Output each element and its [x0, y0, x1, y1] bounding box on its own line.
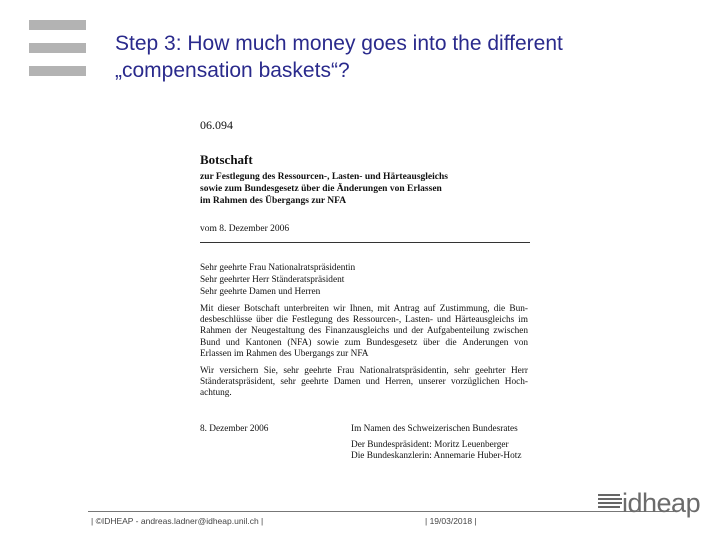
paragraph-line: Ständeratspräsident, sehr geehrte Damen und Herren, unserer vorzüglichen Hoch-	[200, 377, 528, 388]
slide-title-line-1: Step 3: How much money goes into the different	[115, 32, 563, 55]
paragraph-line: Wir versichern Sie, sehr geehrte Frau Nationalratspräsidentin, sehr geehrter Herr	[200, 366, 528, 376]
document-number: 06.094	[200, 118, 233, 132]
paragraph-line: Rahmen der Neugestaltung des Finanzausgleichs und der Aufgabenteilung zwischen	[200, 326, 528, 337]
subject-line: im Rahmen des Übergangs zur NFA	[200, 196, 347, 206]
idheap-logo	[598, 488, 701, 522]
paragraph-line: Mit dieser Botschaft unterbreiten wir Ihnen, mit Antrag auf Zustimmung, die Bun-	[200, 304, 528, 314]
signature-date: 8. Dezember 2006	[200, 424, 269, 434]
footer-copyright: | ©IDHEAP - andreas.ladner@idheap.unil.ch |	[91, 516, 264, 526]
footer-date: | 19/03/2018 |	[425, 516, 477, 526]
subject-line: sowie zum Bundesgesetz über die Änderungen von Erlassen	[200, 184, 442, 194]
paragraph-1	[200, 304, 528, 360]
signature-line: Im Namen des Schweizerischen Bundesrates	[351, 424, 518, 434]
document-date: vom 8. Dezember 2006	[200, 224, 290, 234]
paragraph-line: Bund und Kantonen (NFA) sowie zum Bundesgesetz über die Änderungen von	[200, 337, 528, 348]
paragraph-line: desbeschlüsse über die Festlegung des Ressourcen-, Lasten- und Härteausgleichs im	[200, 315, 528, 326]
paragraph-2	[200, 366, 528, 400]
document-subject	[200, 171, 448, 207]
paragraph-line: achtung.	[200, 388, 232, 399]
menu-bars-icon	[29, 20, 86, 76]
signature-line: Der Bundespräsident: Moritz Leuenberger	[351, 439, 509, 450]
signature-block	[351, 424, 521, 463]
slide-title	[115, 30, 705, 84]
logo-lines-icon	[598, 494, 624, 512]
paragraph-line: Erlassen im Rahmen des Übergangs zur NFA	[200, 348, 369, 359]
document-heading: Botschaft	[200, 152, 253, 167]
slide-title-line-2: „compensation baskets“?	[115, 59, 350, 82]
signature-line: Die Bundeskanzlerin: Annemarie Huber-Hotz	[351, 451, 522, 461]
salutation-line: Sehr geehrte Damen und Herren	[200, 287, 321, 297]
logo-text: idheap	[622, 488, 701, 518]
footer-divider	[88, 511, 674, 512]
salutation-line: Sehr geehrter Herr Ständeratspräsident	[200, 275, 345, 285]
document-divider	[200, 242, 530, 243]
subject-line: zur Festlegung des Ressourcen-, Lasten- und Härteausgleichs	[200, 172, 448, 182]
salutation-line: Sehr geehrte Frau Nationalratspräsidentin	[200, 263, 356, 273]
